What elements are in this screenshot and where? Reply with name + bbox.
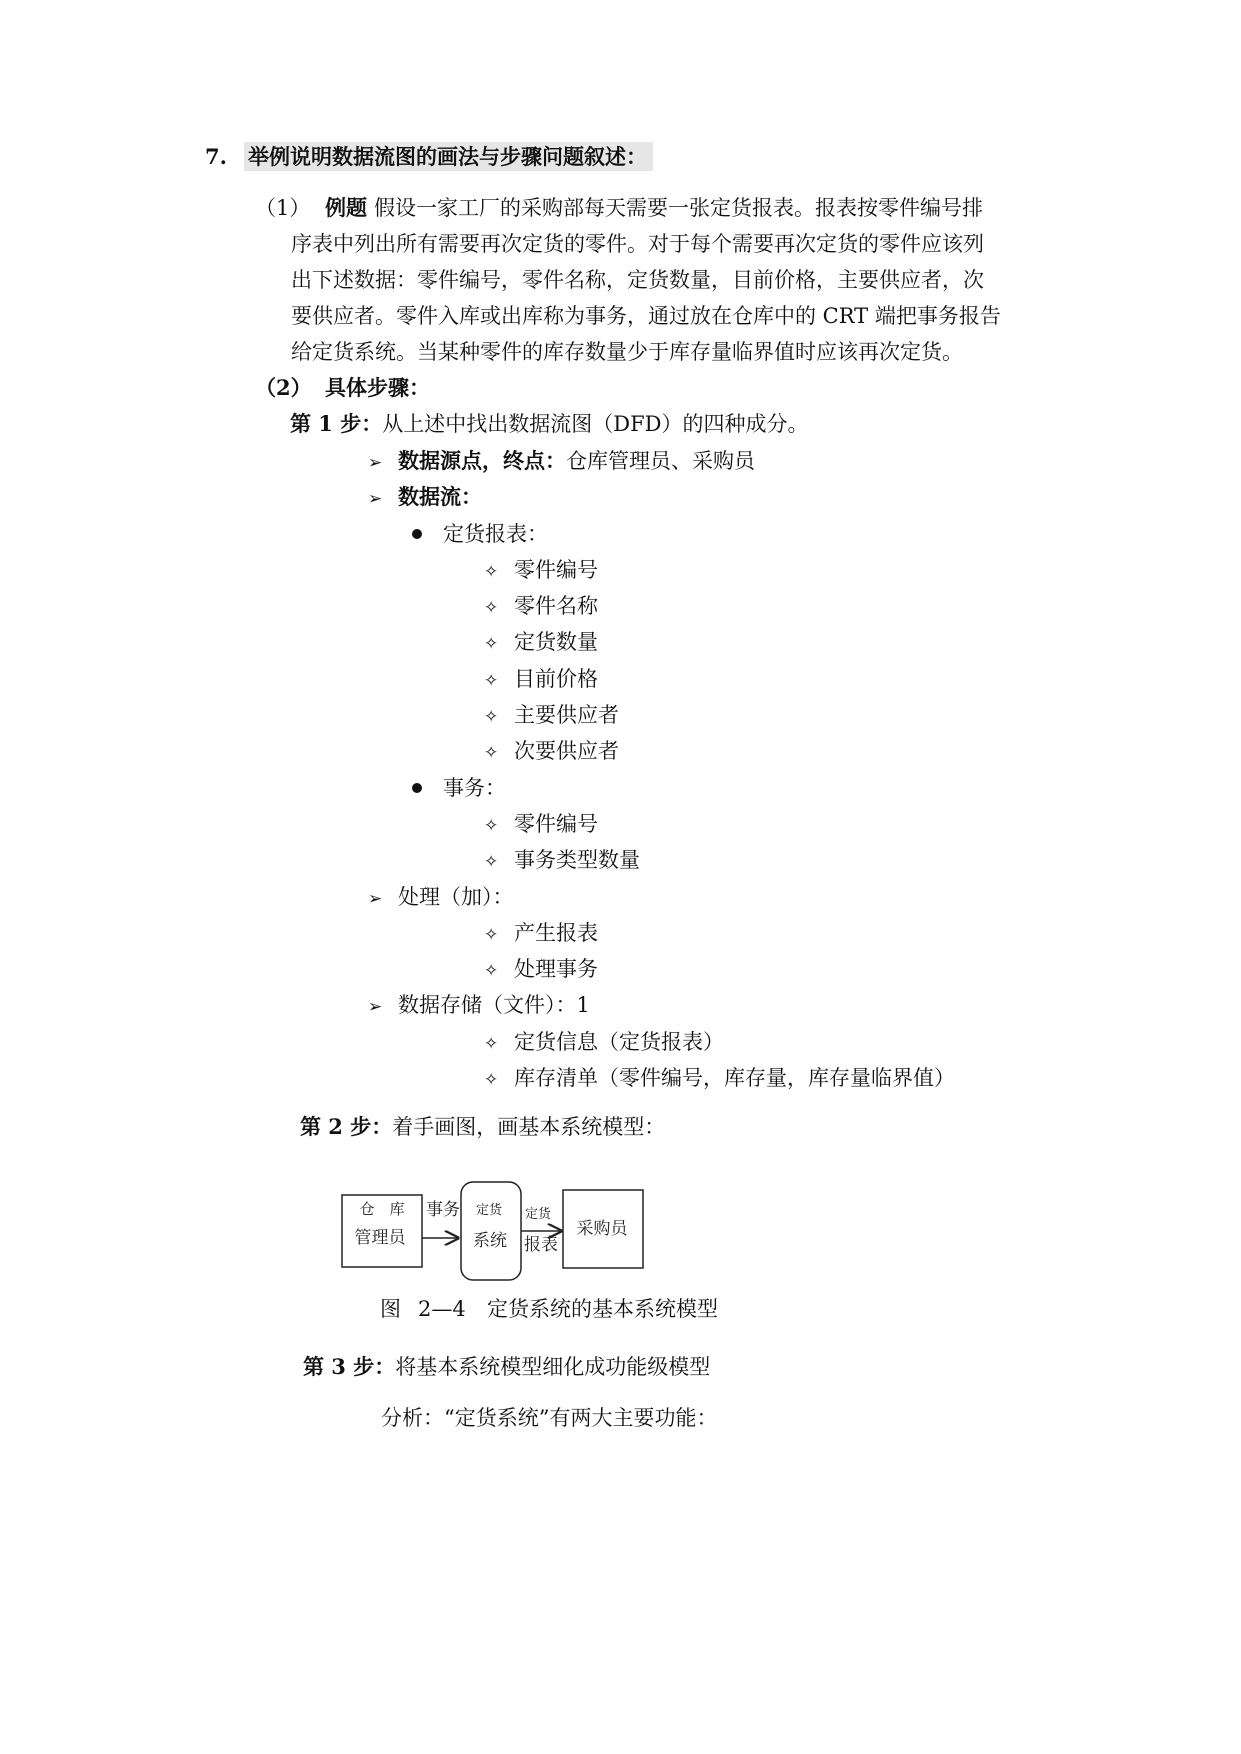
step2-text: 着手画图，画基本系统模型： xyxy=(392,1115,666,1139)
order-report-field xyxy=(484,628,598,658)
process-label: 处理（加）： xyxy=(398,885,514,909)
figure-caption-prefix: 图 xyxy=(380,1297,401,1321)
diamond-bullet-icon: ✧ xyxy=(484,707,499,727)
example-marker: （1） xyxy=(255,196,311,220)
step2 xyxy=(300,1113,665,1141)
bullet-dot-icon xyxy=(412,529,422,539)
example-line-4: 要供应者。零件入库或出库称为事务，通过放在仓库中的 CRT 端把事务报告 xyxy=(291,304,1001,328)
bullet-dot-icon xyxy=(412,783,422,793)
example-label: 例题 xyxy=(325,195,367,220)
component-flows xyxy=(368,483,482,513)
diamond-bullet-icon: ✧ xyxy=(484,1034,499,1054)
component-store xyxy=(368,991,590,1021)
step2-label: 第 2 步： xyxy=(300,1114,393,1139)
question-number: 7. xyxy=(205,144,227,169)
step3-label: 第 3 步： xyxy=(303,1354,396,1379)
item-text: 产生报表 xyxy=(514,921,598,945)
diamond-bullet-icon: ✧ xyxy=(484,1070,499,1090)
flow2-line1: 定货 xyxy=(524,1207,552,1222)
transaction-label: 事务： xyxy=(443,776,506,800)
field-text: 主要供应者 xyxy=(514,703,619,727)
process-item xyxy=(484,955,598,985)
flow-transaction xyxy=(412,774,506,802)
sources-value: 仓库管理员、采购员 xyxy=(566,449,755,473)
order-report-field xyxy=(484,737,619,767)
item-text: 库存清单（零件编号，库存量，库存量临界值） xyxy=(514,1066,955,1090)
step1 xyxy=(290,410,808,438)
component-sources xyxy=(368,447,755,477)
field-text: 定货数量 xyxy=(514,630,598,654)
field-text: 零件编号 xyxy=(514,558,598,582)
diamond-bullet-icon: ✧ xyxy=(484,634,499,654)
field-text: 次要供应者 xyxy=(514,739,619,763)
flow1-label: 事务 xyxy=(426,1200,460,1220)
item-text: 定货信息（定货报表） xyxy=(514,1030,724,1054)
store-label: 数据存储（文件）：1 xyxy=(398,993,590,1017)
step1-text: 从上述中找出数据流图（DFD）的四种成分。 xyxy=(382,412,809,436)
analysis-text: 分析：“定货系统”有两大主要功能： xyxy=(381,1406,718,1430)
example-line-2: 序表中列出所有需要再次定货的零件。对于每个需要再次定货的零件应该列 xyxy=(291,232,984,256)
arrowhead-bullet-icon: ➢ xyxy=(368,997,383,1017)
diamond-bullet-icon: ✧ xyxy=(484,961,499,981)
diamond-bullet-icon: ✧ xyxy=(484,852,499,872)
component-process xyxy=(368,883,514,913)
process-item xyxy=(484,919,598,949)
arrowhead-bullet-icon: ➢ xyxy=(368,453,383,473)
question-title xyxy=(244,143,653,171)
flow2-line2: 报表 xyxy=(524,1235,558,1255)
example-line-1: 假设一家工厂的采购部每天需要一张定货报表。报表按零件编号排 xyxy=(374,196,983,220)
figure-caption-text: 定货系统的基本系统模型 xyxy=(487,1297,718,1321)
store-item xyxy=(484,1064,955,1094)
field-text: 目前价格 xyxy=(514,667,598,691)
flows-label: 数据流： xyxy=(398,484,482,509)
process-line2: 系统 xyxy=(473,1231,507,1251)
diamond-bullet-icon: ✧ xyxy=(484,743,499,763)
transaction-field xyxy=(484,810,598,840)
order-report-field xyxy=(484,592,598,622)
example-line-5: 给定货系统。当某种零件的库存数量少于库存量临界值时应该再次定货。 xyxy=(291,340,963,364)
source-line1: 仓 库 xyxy=(359,1200,405,1218)
diamond-bullet-icon: ✧ xyxy=(484,671,499,691)
arrowhead-bullet-icon: ➢ xyxy=(368,489,383,509)
sources-label: 数据源点，终点： xyxy=(398,448,566,473)
order-report-label: 定货报表： xyxy=(443,522,548,546)
field-text: 零件名称 xyxy=(514,594,598,618)
order-report-field xyxy=(484,701,619,731)
basic-system-model-diagram xyxy=(330,1170,660,1290)
field-text: 零件编号 xyxy=(514,812,598,836)
diamond-bullet-icon: ✧ xyxy=(484,925,499,945)
diamond-bullet-icon: ✧ xyxy=(484,816,499,836)
process-line1: 定货 xyxy=(475,1203,503,1218)
item-text: 处理事务 xyxy=(514,957,598,981)
step1-label: 第 1 步： xyxy=(290,411,383,436)
diamond-bullet-icon: ✧ xyxy=(484,598,499,618)
store-item xyxy=(484,1028,724,1058)
transaction-field xyxy=(484,846,640,876)
order-report-field xyxy=(484,556,598,586)
source-line2: 管理员 xyxy=(354,1228,406,1248)
field-text: 事务类型数量 xyxy=(514,848,640,872)
steps-marker: （2） xyxy=(255,375,312,400)
figure-caption-number: 2—4 xyxy=(418,1297,466,1321)
diamond-bullet-icon: ✧ xyxy=(484,562,499,582)
arrowhead-bullet-icon: ➢ xyxy=(368,889,383,909)
step3-text: 将基本系统模型细化成功能级模型 xyxy=(395,1355,711,1379)
flow-order-report xyxy=(412,520,548,548)
example-line-3: 出下述数据：零件编号，零件名称，定货数量，目前价格，主要供应者，次 xyxy=(291,268,984,292)
sink-label: 采购员 xyxy=(576,1219,628,1239)
question-title-text: 举例说明数据流图的画法与步骤问题叙述： xyxy=(244,142,653,171)
step3 xyxy=(303,1353,710,1381)
steps-label: 具体步骤： xyxy=(325,375,430,400)
order-report-field xyxy=(484,665,598,695)
